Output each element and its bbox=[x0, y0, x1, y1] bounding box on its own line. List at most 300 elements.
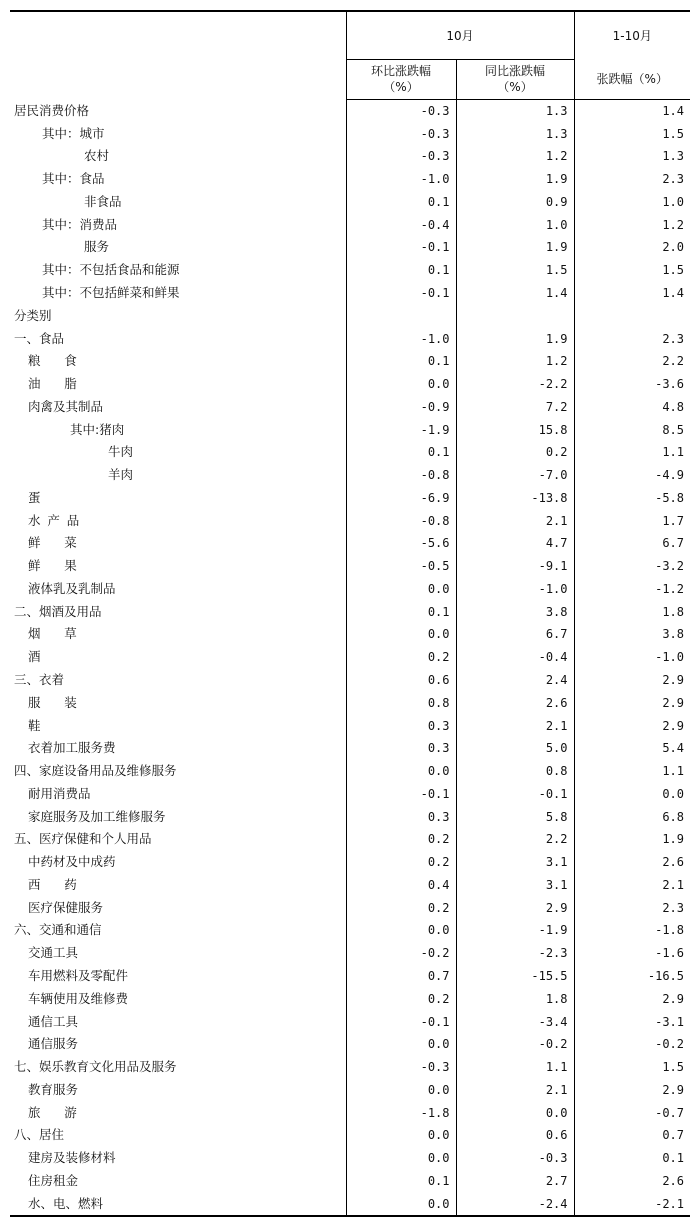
table-row bbox=[10, 669, 690, 692]
row-label-text: 农村 bbox=[84, 148, 110, 164]
table-row bbox=[10, 350, 690, 373]
row-label-text: 水、电、燃料 bbox=[28, 1195, 104, 1211]
mom-value: -0.8 bbox=[346, 464, 456, 487]
cpi-table-container bbox=[10, 10, 690, 1217]
row-label-text: 鲜果 bbox=[28, 558, 101, 574]
cumulative-value: 1.5 bbox=[662, 126, 684, 141]
table-row bbox=[10, 737, 690, 760]
cumulative-value: 1.1 bbox=[662, 764, 684, 779]
table-row bbox=[10, 145, 690, 168]
table-row bbox=[10, 782, 690, 805]
mom-value: 0.1 bbox=[346, 350, 456, 373]
mom-value: 0.8 bbox=[346, 691, 456, 714]
table-row bbox=[10, 942, 690, 965]
header-yoy-line2: （%） bbox=[497, 80, 533, 94]
cumulative-value: 1.8 bbox=[662, 604, 684, 619]
table-row bbox=[10, 1169, 690, 1192]
yoy-value: -2.3 bbox=[456, 942, 574, 965]
cumulative-value: 1.4 bbox=[662, 286, 684, 300]
cumulative-value: 2.3 bbox=[662, 172, 684, 187]
mom-value: 0.1 bbox=[346, 600, 456, 623]
row-label-text: 牛肉 bbox=[108, 444, 134, 460]
cumulative-value: 2.9 bbox=[662, 1082, 684, 1097]
cumulative-value: 1.5 bbox=[662, 263, 684, 278]
row-label bbox=[10, 965, 346, 988]
row-label bbox=[10, 1147, 346, 1170]
row-label bbox=[10, 350, 346, 373]
cumulative-value: -1.0 bbox=[655, 650, 684, 665]
cumulative-value: -3.2 bbox=[655, 559, 684, 574]
table-row bbox=[10, 646, 690, 669]
mom-value: 0.3 bbox=[346, 805, 456, 828]
row-label bbox=[10, 1010, 346, 1033]
row-label bbox=[10, 1078, 346, 1101]
table-row bbox=[10, 828, 690, 851]
table-row bbox=[10, 1147, 690, 1170]
mom-value: -0.8 bbox=[346, 509, 456, 532]
mom-value: 0.6 bbox=[346, 669, 456, 692]
table-row bbox=[10, 600, 690, 623]
row-label bbox=[10, 373, 346, 396]
row-label-text: 肉禽及其制品 bbox=[28, 398, 104, 414]
row-label bbox=[10, 1124, 346, 1147]
cumulative-value: 5.4 bbox=[662, 741, 684, 756]
cumulative-value: 2.1 bbox=[662, 877, 684, 892]
yoy-value: 4.7 bbox=[456, 532, 574, 555]
cumulative-value: 1.2 bbox=[662, 217, 684, 232]
row-label-text: 酒 bbox=[28, 649, 41, 665]
yoy-value: -1.0 bbox=[456, 578, 574, 601]
row-label-text: 分类别 bbox=[14, 307, 52, 323]
row-label bbox=[10, 1056, 346, 1079]
yoy-value: 1.8 bbox=[456, 987, 574, 1010]
yoy-value: 1.9 bbox=[456, 236, 574, 259]
cumulative-value: -5.8 bbox=[655, 490, 684, 505]
cumulative-value: 6.7 bbox=[662, 536, 684, 551]
cumulative-value: 2.6 bbox=[662, 855, 684, 870]
mom-value: 0.0 bbox=[346, 373, 456, 396]
cumulative-value: 0.0 bbox=[662, 786, 684, 801]
row-label bbox=[10, 760, 346, 783]
table-row bbox=[10, 1056, 690, 1079]
mom-value: -1.9 bbox=[346, 418, 456, 441]
cumulative-value: 2.9 bbox=[662, 991, 684, 1006]
row-label-text: 其中：食品 bbox=[42, 171, 105, 187]
mom-value: -0.1 bbox=[346, 1010, 456, 1033]
table-row bbox=[10, 1101, 690, 1124]
mom-value: -0.3 bbox=[346, 1056, 456, 1079]
mom-value bbox=[346, 304, 456, 327]
yoy-value: 2.9 bbox=[456, 896, 574, 919]
row-label bbox=[10, 99, 346, 122]
table-body bbox=[10, 99, 690, 1216]
row-label-text: 车辆使用及维修费 bbox=[28, 990, 129, 1006]
row-label-text: 西药 bbox=[28, 876, 101, 892]
cumulative-value: 1.3 bbox=[662, 149, 684, 164]
header-mom-line2: （%） bbox=[383, 80, 419, 94]
cumulative-value: -3.1 bbox=[655, 1014, 684, 1029]
yoy-value: 2.1 bbox=[456, 1078, 574, 1101]
mom-value: 0.2 bbox=[346, 851, 456, 874]
yoy-value: 5.8 bbox=[456, 805, 574, 828]
row-label-text: 通信工具 bbox=[28, 1013, 79, 1029]
yoy-value: 3.1 bbox=[456, 874, 574, 897]
table-row bbox=[10, 965, 690, 988]
cumulative-value: 6.8 bbox=[662, 809, 684, 824]
table-row bbox=[10, 487, 690, 510]
mom-value: -0.1 bbox=[346, 782, 456, 805]
row-label bbox=[10, 532, 346, 555]
yoy-value: 3.8 bbox=[456, 600, 574, 623]
mom-value: 0.0 bbox=[346, 1124, 456, 1147]
row-label-text: 三、衣着 bbox=[14, 672, 65, 688]
yoy-value: -13.8 bbox=[456, 487, 574, 510]
mom-value: -1.0 bbox=[346, 168, 456, 191]
yoy-value: 0.0 bbox=[456, 1101, 574, 1124]
row-label bbox=[10, 122, 346, 145]
row-label-text: 八、居住 bbox=[14, 1127, 65, 1143]
cumulative-value: -0.7 bbox=[655, 1105, 684, 1120]
mom-value: -0.1 bbox=[346, 282, 456, 305]
yoy-value: 2.1 bbox=[456, 509, 574, 532]
row-label-text: 其中：不包括食品和能源 bbox=[42, 262, 180, 278]
row-label-text: 二、烟酒及用品 bbox=[14, 603, 102, 619]
yoy-value: 5.0 bbox=[456, 737, 574, 760]
row-label bbox=[10, 418, 346, 441]
row-label-text: 其中：不包括鲜菜和鲜果 bbox=[42, 285, 180, 300]
row-label-text: 七、娱乐教育文化用品及服务 bbox=[14, 1059, 177, 1075]
table-row bbox=[10, 532, 690, 555]
yoy-value: 1.9 bbox=[456, 327, 574, 350]
table-row bbox=[10, 987, 690, 1010]
mom-value: 0.3 bbox=[346, 714, 456, 737]
table-row bbox=[10, 191, 690, 214]
row-label-text: 教育服务 bbox=[28, 1081, 79, 1097]
cumulative-value: 0.1 bbox=[662, 1151, 684, 1166]
table-row bbox=[10, 373, 690, 396]
mom-value: -0.3 bbox=[346, 122, 456, 145]
header-group-jan-oct: 1-10月 bbox=[612, 29, 652, 43]
yoy-value: 1.3 bbox=[456, 122, 574, 145]
table-row bbox=[10, 395, 690, 418]
table-row bbox=[10, 282, 690, 305]
table-row bbox=[10, 555, 690, 578]
yoy-value: 0.6 bbox=[456, 1124, 574, 1147]
cumulative-value: -4.9 bbox=[655, 468, 684, 483]
row-label bbox=[10, 1169, 346, 1192]
yoy-value: -2.4 bbox=[456, 1192, 574, 1216]
header-blank-cell bbox=[10, 11, 346, 99]
yoy-value: -9.1 bbox=[456, 555, 574, 578]
yoy-value: -0.2 bbox=[456, 1033, 574, 1056]
row-label bbox=[10, 259, 346, 282]
cumulative-value: 4.8 bbox=[662, 399, 684, 414]
row-label bbox=[10, 304, 346, 327]
header-yoy-line1: 同比涨跌幅 bbox=[484, 64, 545, 78]
cumulative-value: 1.4 bbox=[662, 103, 684, 118]
table-row bbox=[10, 418, 690, 441]
row-label-text: 液体乳及乳制品 bbox=[28, 580, 116, 596]
row-label-text: 家庭服务及加工维修服务 bbox=[28, 808, 166, 824]
row-label bbox=[10, 282, 346, 305]
row-label bbox=[10, 1192, 346, 1216]
cumulative-value: 1.1 bbox=[662, 445, 684, 460]
row-label bbox=[10, 1101, 346, 1124]
yoy-value: 0.9 bbox=[456, 191, 574, 214]
row-label bbox=[10, 1033, 346, 1056]
mom-value: -5.6 bbox=[346, 532, 456, 555]
table-row bbox=[10, 509, 690, 532]
row-label bbox=[10, 600, 346, 623]
row-label bbox=[10, 782, 346, 805]
cumulative-value: 2.9 bbox=[662, 673, 684, 688]
mom-value: 0.2 bbox=[346, 646, 456, 669]
row-label bbox=[10, 851, 346, 874]
mom-value: -0.3 bbox=[346, 99, 456, 122]
yoy-value: 0.8 bbox=[456, 760, 574, 783]
cumulative-value: 2.3 bbox=[662, 900, 684, 915]
header-cumulative-change: 张跌幅（%） bbox=[574, 59, 690, 99]
row-label bbox=[10, 464, 346, 487]
table-row bbox=[10, 213, 690, 236]
yoy-value: 1.4 bbox=[456, 282, 574, 305]
row-label bbox=[10, 145, 346, 168]
row-label-text: 其中:猪肉 bbox=[70, 421, 125, 437]
row-label-text: 四、家庭设备用品及维修服务 bbox=[14, 763, 177, 779]
yoy-value: 1.2 bbox=[456, 350, 574, 373]
cumulative-value: 1.0 bbox=[662, 194, 684, 209]
row-label-text: 水产品 bbox=[28, 512, 87, 528]
row-label bbox=[10, 805, 346, 828]
row-label-text: 医疗保健服务 bbox=[28, 899, 104, 915]
header-yoy-change bbox=[456, 59, 574, 99]
row-label-text: 居民消费价格 bbox=[14, 102, 90, 118]
table-row bbox=[10, 304, 690, 327]
cpi-table bbox=[10, 10, 690, 1217]
yoy-value: -1.9 bbox=[456, 919, 574, 942]
cumulative-value: -16.5 bbox=[647, 968, 684, 983]
table-row bbox=[10, 714, 690, 737]
mom-value: -0.2 bbox=[346, 942, 456, 965]
mom-value: -0.4 bbox=[346, 213, 456, 236]
row-label bbox=[10, 828, 346, 851]
table-row bbox=[10, 1124, 690, 1147]
yoy-value: 1.0 bbox=[456, 213, 574, 236]
row-label bbox=[10, 714, 346, 737]
mom-value: 0.1 bbox=[346, 191, 456, 214]
row-label-text: 服务 bbox=[84, 239, 110, 255]
row-label-text: 其中：消费品 bbox=[42, 216, 118, 232]
cumulative-value: 8.5 bbox=[662, 422, 684, 437]
row-label bbox=[10, 669, 346, 692]
table-row bbox=[10, 851, 690, 874]
row-label bbox=[10, 395, 346, 418]
mom-value: -1.0 bbox=[346, 327, 456, 350]
row-label bbox=[10, 191, 346, 214]
row-label-text: 油脂 bbox=[28, 376, 101, 392]
yoy-value: -0.1 bbox=[456, 782, 574, 805]
yoy-value: 2.6 bbox=[456, 691, 574, 714]
row-label bbox=[10, 168, 346, 191]
mom-value: -0.9 bbox=[346, 395, 456, 418]
mom-value: 0.0 bbox=[346, 919, 456, 942]
header-group-october: 10月 bbox=[346, 11, 574, 59]
cumulative-value: -2.1 bbox=[655, 1196, 684, 1211]
table-row bbox=[10, 464, 690, 487]
mom-value: -0.3 bbox=[346, 145, 456, 168]
row-label bbox=[10, 646, 346, 669]
mom-value: 0.4 bbox=[346, 874, 456, 897]
cumulative-value: 2.0 bbox=[662, 240, 684, 255]
table-row bbox=[10, 691, 690, 714]
table-row bbox=[10, 578, 690, 601]
row-label bbox=[10, 327, 346, 350]
mom-value: 0.1 bbox=[346, 1169, 456, 1192]
row-label-text: 六、交通和通信 bbox=[14, 922, 102, 938]
row-label-text: 服装 bbox=[28, 694, 101, 710]
yoy-value: 1.2 bbox=[456, 145, 574, 168]
row-label-text: 羊肉 bbox=[108, 467, 134, 483]
row-label-text: 鞋 bbox=[28, 717, 41, 733]
table-row bbox=[10, 122, 690, 145]
row-label bbox=[10, 236, 346, 259]
mom-value: 0.0 bbox=[346, 1192, 456, 1216]
row-label bbox=[10, 691, 346, 714]
cumulative-value: 2.9 bbox=[662, 695, 684, 710]
table-row bbox=[10, 168, 690, 191]
cumulative-value: 1.7 bbox=[662, 513, 684, 528]
mom-value: -0.1 bbox=[346, 236, 456, 259]
row-label bbox=[10, 441, 346, 464]
mom-value: 0.0 bbox=[346, 760, 456, 783]
mom-value: 0.7 bbox=[346, 965, 456, 988]
yoy-value: 1.9 bbox=[456, 168, 574, 191]
row-label bbox=[10, 623, 346, 646]
row-label bbox=[10, 213, 346, 236]
row-label bbox=[10, 509, 346, 532]
yoy-value bbox=[456, 304, 574, 327]
table-row bbox=[10, 259, 690, 282]
cumulative-value: 2.2 bbox=[662, 354, 684, 369]
row-label-text: 交通工具 bbox=[28, 945, 79, 961]
cumulative-value: 2.6 bbox=[662, 1173, 684, 1188]
cumulative-value: -3.6 bbox=[655, 377, 684, 392]
yoy-value: 3.1 bbox=[456, 851, 574, 874]
row-label-text: 通信服务 bbox=[28, 1036, 79, 1052]
yoy-value: 2.4 bbox=[456, 669, 574, 692]
row-label bbox=[10, 942, 346, 965]
cumulative-value: 2.9 bbox=[662, 718, 684, 733]
yoy-value: 1.1 bbox=[456, 1056, 574, 1079]
table-row bbox=[10, 236, 690, 259]
mom-value: -0.5 bbox=[346, 555, 456, 578]
cumulative-value: 1.5 bbox=[662, 1060, 684, 1075]
cumulative-value: -0.2 bbox=[655, 1037, 684, 1052]
row-label-text: 烟草 bbox=[28, 626, 101, 642]
row-label-text: 旅游 bbox=[28, 1104, 101, 1120]
table-row bbox=[10, 99, 690, 122]
mom-value: -1.8 bbox=[346, 1101, 456, 1124]
row-label-text: 粮食 bbox=[28, 353, 101, 369]
yoy-value: 1.3 bbox=[456, 99, 574, 122]
yoy-value: -0.3 bbox=[456, 1147, 574, 1170]
row-label-text: 耐用消费品 bbox=[28, 785, 91, 801]
row-label-text: 住房租金 bbox=[28, 1172, 79, 1188]
row-label-text: 衣着加工服务费 bbox=[28, 740, 116, 756]
yoy-value: 6.7 bbox=[456, 623, 574, 646]
mom-value: 0.1 bbox=[346, 259, 456, 282]
mom-value: 0.2 bbox=[346, 987, 456, 1010]
row-label bbox=[10, 487, 346, 510]
row-label-text: 一、食品 bbox=[14, 330, 65, 346]
table-row bbox=[10, 1078, 690, 1101]
table-header bbox=[10, 11, 690, 99]
table-row bbox=[10, 327, 690, 350]
row-label-text: 其中：城市 bbox=[42, 125, 105, 141]
header-mom-line1: 环比涨跌幅 bbox=[370, 64, 431, 78]
yoy-value: -15.5 bbox=[456, 965, 574, 988]
table-row bbox=[10, 874, 690, 897]
table-row bbox=[10, 1192, 690, 1216]
mom-value: 0.0 bbox=[346, 623, 456, 646]
yoy-value: 0.2 bbox=[456, 441, 574, 464]
cumulative-value: -1.6 bbox=[655, 946, 684, 961]
yoy-value: 7.2 bbox=[456, 395, 574, 418]
mom-value: 0.0 bbox=[346, 1033, 456, 1056]
row-label bbox=[10, 896, 346, 919]
yoy-value: -0.4 bbox=[456, 646, 574, 669]
table-row bbox=[10, 919, 690, 942]
row-label-text: 蛋 bbox=[28, 489, 41, 505]
mom-value: 0.0 bbox=[346, 1147, 456, 1170]
table-row bbox=[10, 760, 690, 783]
row-label bbox=[10, 555, 346, 578]
table-row bbox=[10, 623, 690, 646]
mom-value: 0.3 bbox=[346, 737, 456, 760]
cumulative-value: 3.8 bbox=[662, 627, 684, 642]
mom-value: 0.0 bbox=[346, 1078, 456, 1101]
yoy-value: 1.5 bbox=[456, 259, 574, 282]
yoy-value: 2.7 bbox=[456, 1169, 574, 1192]
mom-value: 0.2 bbox=[346, 828, 456, 851]
table-row bbox=[10, 441, 690, 464]
table-row bbox=[10, 805, 690, 828]
row-label bbox=[10, 919, 346, 942]
row-label bbox=[10, 578, 346, 601]
table-row bbox=[10, 1010, 690, 1033]
row-label-text: 中药材及中成药 bbox=[28, 854, 116, 870]
table-row bbox=[10, 896, 690, 919]
mom-value: -6.9 bbox=[346, 487, 456, 510]
header-mom-change bbox=[346, 59, 456, 99]
yoy-value: -3.4 bbox=[456, 1010, 574, 1033]
cumulative-value: 2.3 bbox=[662, 331, 684, 346]
table-row bbox=[10, 1033, 690, 1056]
mom-value: 0.2 bbox=[346, 896, 456, 919]
row-label bbox=[10, 874, 346, 897]
cumulative-value: 1.9 bbox=[662, 832, 684, 847]
yoy-value: 2.1 bbox=[456, 714, 574, 737]
row-label-text: 建房及装修材料 bbox=[28, 1150, 116, 1166]
yoy-value: -7.0 bbox=[456, 464, 574, 487]
cumulative-value bbox=[574, 304, 690, 327]
row-label-text: 车用燃料及零配件 bbox=[28, 967, 129, 983]
row-label-text: 非食品 bbox=[84, 193, 122, 209]
yoy-value: -2.2 bbox=[456, 373, 574, 396]
cumulative-value: -1.8 bbox=[655, 923, 684, 938]
yoy-value: 15.8 bbox=[456, 418, 574, 441]
yoy-value: 2.2 bbox=[456, 828, 574, 851]
